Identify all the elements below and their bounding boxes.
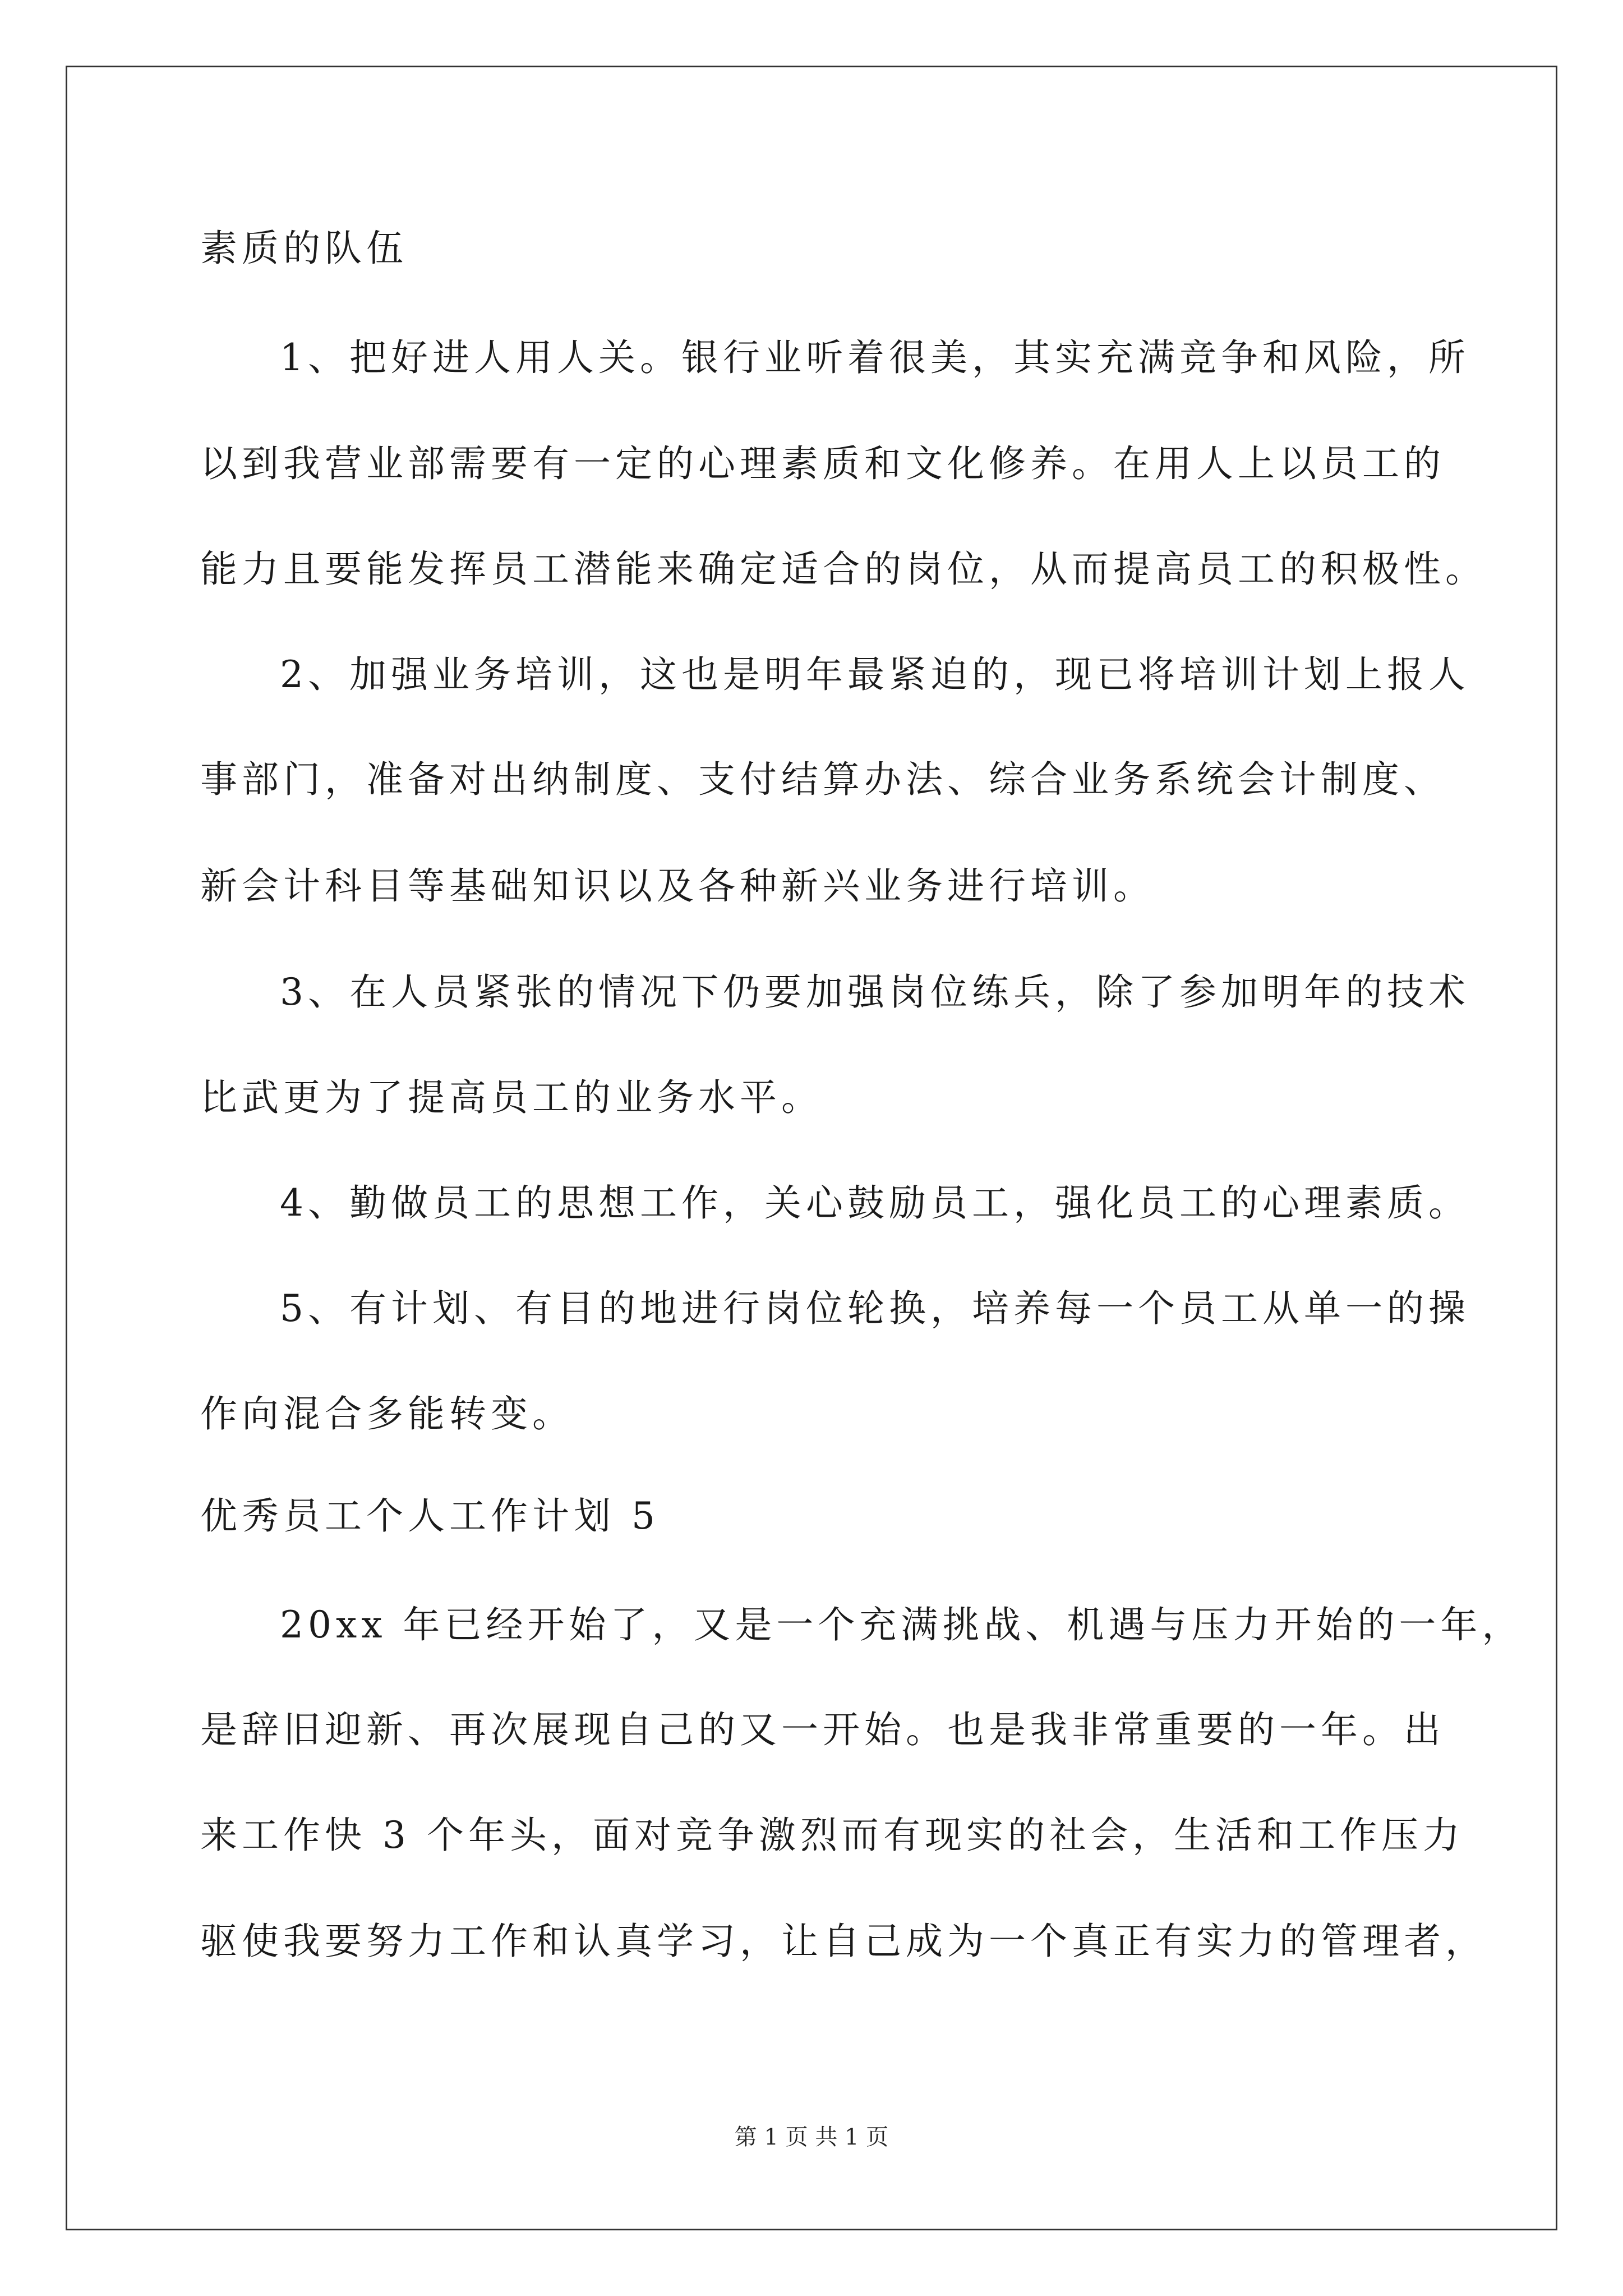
text-line: 4、勤做员工的思想工作，关心鼓励员工，强化员工的心理素质。 (280, 1181, 1470, 1225)
text-line: 作向混合多能转变。 (200, 1392, 574, 1435)
text-line: 5、有计划、有目的地进行岗位轮换，培养每一个员工从单一的操 (280, 1287, 1470, 1330)
text-line: 事部门，准备对出纳制度、支付结算办法、综合业务系统会计制度、 (200, 758, 1445, 801)
text-line: 20xx 年已经开始了，又是一个充满挑战、机遇与压力开始的一年， (280, 1603, 1524, 1646)
page-number-footer: 第 1 页 共 1 页 (734, 2124, 889, 2150)
text-line: 2、加强业务培训，这也是明年最紧迫的，现已将培训计划上报人 (280, 653, 1470, 696)
text-line: 能力且要能发挥员工潜能来确定适合的岗位，从而提高员工的积极性。 (200, 547, 1487, 591)
section-heading: 优秀员工个人工作计划 5 (200, 1494, 660, 1538)
text-line: 1、把好进人用人关。银行业听着很美，其实充满竞争和风险，所 (280, 336, 1470, 379)
page-border (66, 66, 1557, 2230)
text-line: 素质的队伍 (200, 227, 408, 270)
text-line: 来工作快 3 个年头，面对竞争激烈而有现实的社会，生活和工作压力 (200, 1814, 1464, 1857)
text-line: 3、在人员紧张的情况下仍要加强岗位练兵，除了参加明年的技术 (280, 970, 1470, 1014)
text-line: 比武更为了提高员工的业务水平。 (200, 1076, 823, 1119)
text-line: 以到我营业部需要有一定的心理素质和文化修养。在用人上以员工的 (200, 442, 1445, 485)
text-line: 新会计科目等基础知识以及各种新兴业务进行培训。 (200, 864, 1155, 908)
text-line: 驱使我要努力工作和认真学习，让自己成为一个真正有实力的管理者， (200, 1920, 1487, 1963)
text-line: 是辞旧迎新、再次展现自己的又一开始。也是我非常重要的一年。出 (200, 1708, 1445, 1751)
